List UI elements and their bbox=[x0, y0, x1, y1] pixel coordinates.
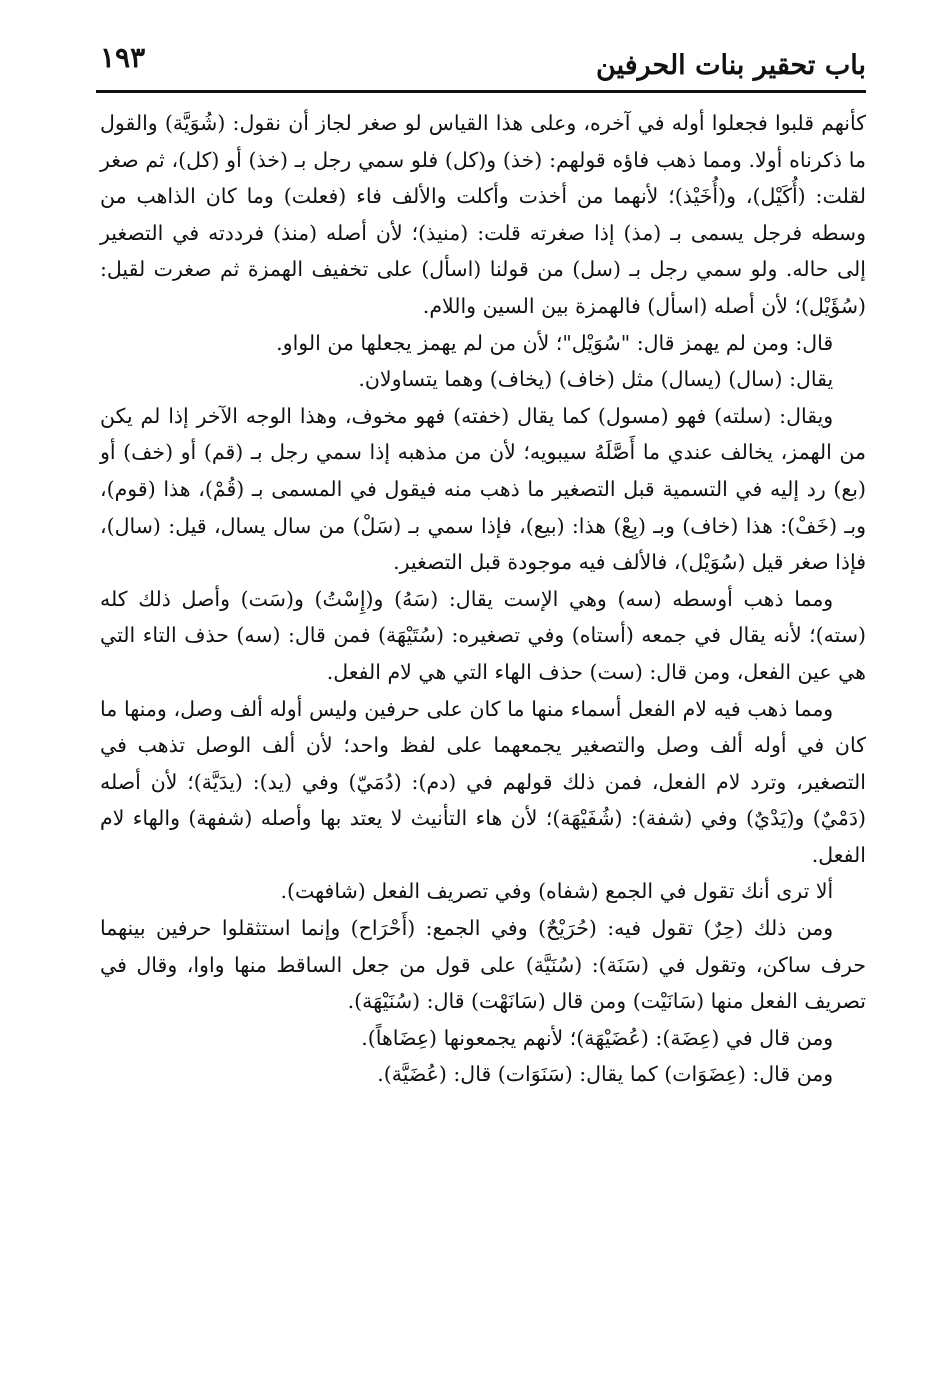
page-header bbox=[96, 38, 866, 88]
running-title: باب تحقير بنات الحرفين bbox=[596, 50, 866, 81]
paragraph: ومما ذهب فيه لام الفعل أسماء منها ما كان على حرفين وليس أوله ألف وصل، ومنها ما كان في أوله ألف وصل والتصغير يجمعهما على لفظ واحد؛ لأن ألف الوصل تذهب في التصغير، وترد لام الفعل، فمن ذلك قولهم في (دم): (دُمَيّ) وفي (يد): (يدَيَّة)؛ لأن أصله (دَمْيٌ) و(يَدْيٌ) وفي (شفة): (شُفَيْهَة)؛ لأن هاء التأنيث لا يعتد بها وأصله (شفهة) والهاء لام الفعل. bbox=[100, 696, 866, 867]
paragraph: قال: ومن لم يهمز قال: "سُوَيْل"؛ لأن من لم يهمز يجعلها من الواو. bbox=[276, 330, 834, 355]
paragraph: كأنهم قلبوا فجعلوا أوله في آخره، وعلى هذا القياس لو صغر لجاز أن نقول: (شُوَيَّة) والقول ما ذكرناه أولا. ومما ذهب فاؤه قولهم: (خذ) و(كل) فلو سمي رجل بـ (خذ) أو (كل)، ثم صغر لقلت: (أُكَيْل)، و(أُخَيْذ)؛ لأنهما من أخذت وأكلت والألف فاء (فعلت) وما كان الذاهب من وسطه فرجل يسمى بـ (مذ) إذا صغرته قلت: (منيذ)؛ لأن أصله (منذ) فرددته في التصغير إلى حاله. ولو سمي رجل بـ (سل) من قولنا (اسأل) على تخفيف الهمزة ثم صغرت لقيل: (سُؤَيْل)؛ لأن أصله (اسأل) فالهمزة بين السين واللام. bbox=[100, 111, 866, 318]
paragraph: يقال: (سال) (يسال) مثل (خاف) (يخاف) وهما يتساولان. bbox=[358, 367, 834, 392]
header-rule bbox=[96, 90, 866, 93]
page-body bbox=[100, 105, 866, 1093]
paragraph: ويقال: (سلته) فهو (مسول) كما يقال (خفته) فهو مخوف، وهذا الوجه الآخر إذا لم يكن من الهمز، يخالف عندي ما أَصَّلَهُ سيبويه؛ لأن من مذهبه إذا سمي رجل بـ (قم) أو (خف) أو (بع) رد إليه في التسمية قبل التصغير ما ذهب منه فيقول في المسمى بـ (قُمْ)، هذا (قوم)، وبـ (خَفْ): هذا (خاف) وبـ (بِعْ) هذا: (بيع)، فإذا سمي بـ (سَلْ) من سال يسال، قيل: (سال)، فإذا صغر قيل (سُوَيْل)، فالألف فيه موجودة قبل التصغير. bbox=[100, 403, 866, 575]
paragraph: ومن ذلك (حِرٌ) تقول فيه: (حُرَيْحٌ) وفي الجمع: (أَحْرَاح) وإنما استثقلوا حرفين بينهما حرف ساكن، وتقول في (سَنَة): (سُنَيَّة) على قول من جعل الساقط منها واوا، وقال في تصريف الفعل منها (سَانَيْت) ومن قال (سَانَهْت) قال: (سُنَيْهَة). bbox=[100, 916, 866, 1014]
paragraph: ألا ترى أنك تقول في الجمع (شفاه) وفي تصريف الفعل (شافهت). bbox=[280, 879, 834, 904]
page-number: ١٩٣ bbox=[100, 41, 146, 74]
paragraph: ومن قال: (عِضَوَات) كما يقال: (سَنَوَات) قال: (عُضَيَّة). bbox=[377, 1062, 834, 1087]
paragraph: ومما ذهب أوسطه (سه) وهي الإست يقال: (سَهُ) و(إِسْتُ) و(سَت) وأصل ذلك كله (سته)؛ لأنه يقال في جمعه (أستاه) وفي تصغيره: (سُتَيْهَة) فمن قال: (سه) حذف التاء التي هي عين الفعل، ومن قال: (ست) حذف الهاء التي هي لام الفعل. bbox=[100, 586, 866, 684]
paragraph: ومن قال في (عِضَة): (عُضَيْهَة)؛ لأنهم يجمعونها (عِضَاهاً). bbox=[361, 1025, 834, 1050]
